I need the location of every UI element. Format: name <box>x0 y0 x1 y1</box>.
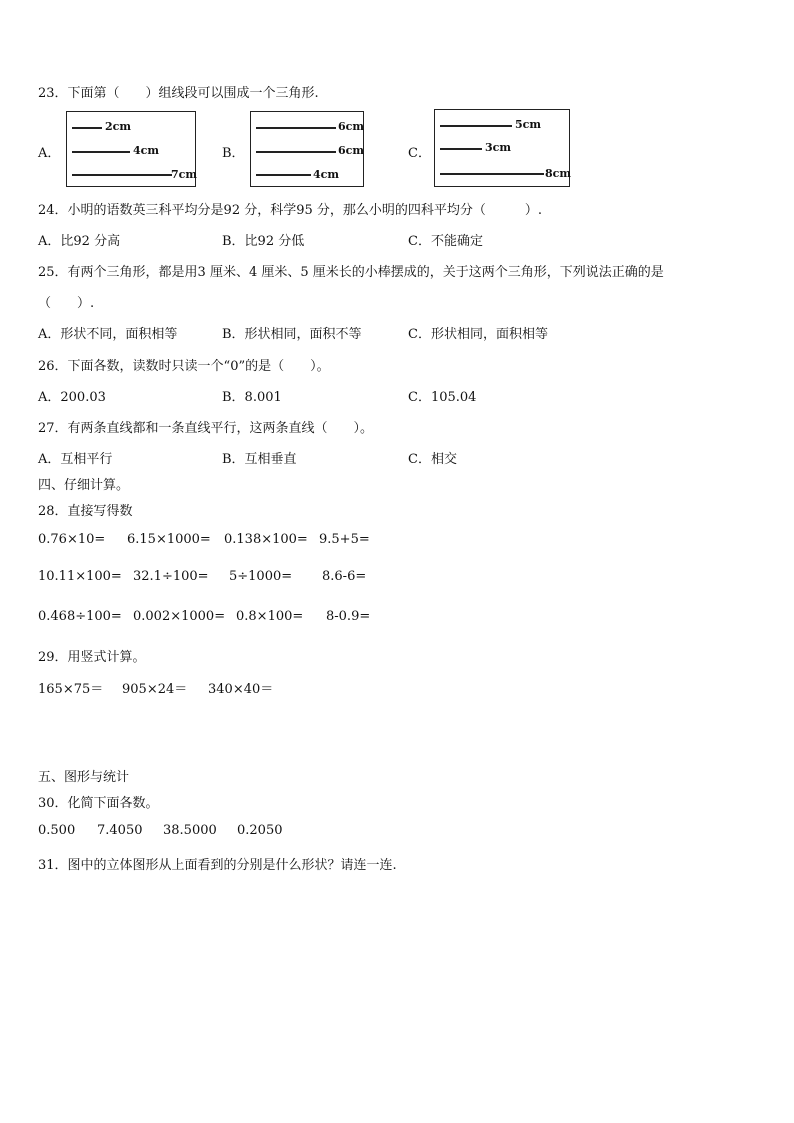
calc-item: 10.11×100= <box>38 569 122 584</box>
q26-option-c[interactable]: C．105.04 <box>408 390 477 405</box>
q25-stem-continued: （ ）. <box>38 296 95 311</box>
simplify-item: 38.5000 <box>163 823 217 838</box>
segment-line <box>256 151 336 153</box>
q23-option-b-figure <box>250 111 364 187</box>
q27-option-c[interactable]: C．相交 <box>408 452 457 467</box>
q28-stem: 28．直接写得数 <box>38 504 133 519</box>
vertical-calc-item: 165×75＝ <box>38 682 104 697</box>
calc-item: 6.15×1000= <box>127 532 211 547</box>
q27-stem: 27．有两条直线都和一条直线平行，这两条直线（ ）。 <box>38 421 374 436</box>
segment-line <box>256 127 336 129</box>
segment-line <box>72 174 172 176</box>
q24-stem: 24．小明的语数英三科平均分是92 分，科学95 分，那么小明的四科平均分（ ）. <box>38 203 543 218</box>
calc-item: 9.5+5= <box>319 532 370 547</box>
q26-stem: 26．下面各数，读数时只读一个“0”的是（ ）。 <box>38 359 330 374</box>
calc-item: 32.1÷100= <box>133 569 209 584</box>
q23-stem: 23．下面第（ ）组线段可以围成一个三角形. <box>38 86 319 101</box>
q26-option-a[interactable]: A．200.03 <box>38 390 106 405</box>
segment-line <box>440 148 482 150</box>
q23-option-c-letter[interactable]: C． <box>408 146 431 161</box>
q23-option-a-figure <box>66 111 196 187</box>
segment-line <box>256 174 311 176</box>
simplify-item: 0.500 <box>38 823 76 838</box>
q24-option-c[interactable]: C．不能确定 <box>408 234 483 249</box>
q25-option-b[interactable]: B．形状相同，面积不等 <box>222 327 362 342</box>
segment-line <box>72 151 130 153</box>
vertical-calc-item: 340×40＝ <box>208 682 274 697</box>
simplify-item: 7.4050 <box>97 823 143 838</box>
q26-option-b[interactable]: B．8.001 <box>222 390 282 405</box>
vertical-calc-item: 905×24＝ <box>122 682 188 697</box>
q27-option-b[interactable]: B．互相垂直 <box>222 452 297 467</box>
section-5-heading: 五、图形与统计 <box>38 770 130 785</box>
calc-item: 0.468÷100= <box>38 609 122 624</box>
segment-label: 3cm <box>485 141 511 154</box>
calc-item: 0.138×100= <box>224 532 308 547</box>
q31-stem: 31．图中的立体图形从上面看到的分别是什么形状？请连一连. <box>38 858 397 873</box>
q24-option-a[interactable]: A．比92 分高 <box>38 234 121 249</box>
q25-option-a[interactable]: A．形状不同，面积相等 <box>38 327 178 342</box>
q25-option-c[interactable]: C．形状相同，面积相等 <box>408 327 548 342</box>
simplify-item: 0.2050 <box>237 823 283 838</box>
q23-option-a-letter[interactable]: A． <box>38 146 61 161</box>
calc-item: 0.76×10= <box>38 532 106 547</box>
calc-item: 0.002×1000= <box>133 609 226 624</box>
segment-label: 7cm <box>171 168 197 181</box>
segment-line <box>440 173 544 175</box>
section-4-heading: 四、仔细计算。 <box>38 478 130 493</box>
calc-item: 8.6-6= <box>322 569 367 584</box>
segment-label: 8cm <box>545 167 571 180</box>
segment-label: 6cm <box>338 120 364 133</box>
q24-option-b[interactable]: B．比92 分低 <box>222 234 305 249</box>
segment-label: 4cm <box>313 168 339 181</box>
segment-label: 4cm <box>133 144 159 157</box>
segment-line <box>72 127 102 129</box>
segment-line <box>440 125 512 127</box>
segment-label: 5cm <box>515 118 541 131</box>
segment-label: 2cm <box>105 120 131 133</box>
q27-option-a[interactable]: A．互相平行 <box>38 452 113 467</box>
q30-stem: 30．化简下面各数。 <box>38 796 159 811</box>
q23-option-c-figure <box>434 109 570 187</box>
segment-label: 6cm <box>338 144 364 157</box>
calc-item: 0.8×100= <box>236 609 304 624</box>
calc-item: 5÷1000= <box>229 569 293 584</box>
q29-stem: 29．用竖式计算。 <box>38 650 146 665</box>
q23-option-b-letter[interactable]: B． <box>222 146 245 161</box>
q25-stem: 25．有两个三角形，都是用3 厘米、4 厘米、5 厘米长的小棒摆成的，关于这两个三角形，下列说法正确的是 <box>38 265 664 280</box>
calc-item: 8-0.9= <box>326 609 371 624</box>
